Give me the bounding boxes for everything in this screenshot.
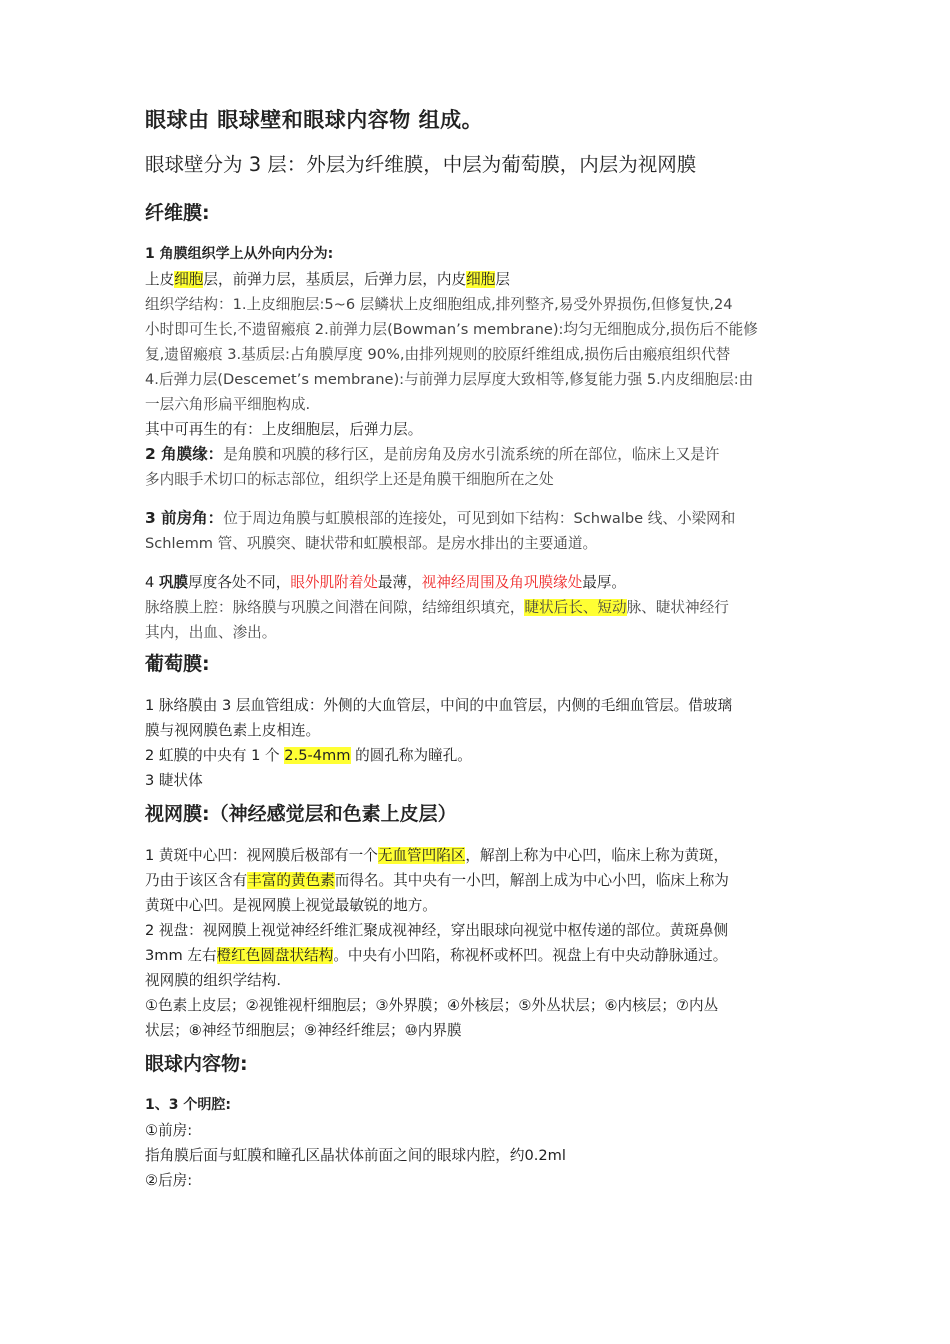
limbus-line — [145, 442, 825, 467]
disc-text: 3mm 左右 — [145, 947, 217, 964]
sclera-text: 最厚。 — [582, 574, 627, 591]
suprachoroid-line: 其内，出血、渗出。 — [145, 624, 277, 641]
disc-line — [145, 943, 825, 968]
disc-text: 。中央有小凹陷，称视杯或杯凹。视盘上有中央动静脉通过。 — [333, 947, 728, 964]
contents-section — [145, 1093, 825, 1193]
histology-line: 一层六角形扁平细胞构成. — [145, 396, 311, 413]
suprachoroid-text: 脉、睫状神经行 — [626, 599, 729, 616]
chambers-title: 1、3 个明腔: — [145, 1097, 231, 1113]
anterior-chamber-label: ①前房: — [145, 1122, 193, 1139]
retina-heading: 视网膜:（神经感觉层和色素上皮层） — [145, 803, 457, 825]
uvea-heading: 葡萄膜: — [145, 653, 210, 675]
macula-text: 1 黄斑中心凹：视网膜后极部有一个 — [145, 847, 378, 864]
histology-line: 小时即可生长,不遗留瘢痕 2.前弹力层(Bowman’s membrane):均匀无细胞成分,损伤后不能修 — [145, 321, 758, 338]
highlight-optic-disc: 橙红色圆盘状结构 — [216, 947, 334, 964]
iris-text: 的圆孔称为瞳孔。 — [350, 747, 472, 764]
cornea-layers-text: 上皮 — [145, 271, 175, 288]
cornea-heading: 1 角膜组织学上从外向内分为: — [145, 246, 334, 262]
anterior-chamber-desc: 指角膜后面与虹膜和瞳孔区晶状体前面之间的眼球内腔，约0.2ml — [145, 1147, 566, 1164]
highlight-yellow-pigment: 丰富的黄色素 — [247, 872, 335, 889]
macula-text: ，解剖上称为中心凹，临床上称为黄斑， — [465, 847, 729, 864]
highlight-pupil-size: 2.5-4mm — [284, 747, 351, 764]
highlight-cell-2: 细胞 — [466, 271, 496, 288]
sclera-line — [145, 570, 825, 595]
disc-line: 2 视盘：视网膜上视觉神经纤维汇聚成视神经，穿出眼球向视觉中枢传递的部位。黄斑鼻侧 — [145, 922, 729, 939]
choroid-line: 膜与视网膜色素上皮相连。 — [145, 722, 321, 739]
limbus-label: 2 角膜缘： — [145, 445, 224, 463]
macula-text: 乃由于该区含有 — [145, 872, 248, 889]
regenerate-note: 其中可再生的有：上皮细胞层，后弹力层。 — [145, 421, 423, 438]
sclera-label: 巩膜 — [158, 574, 189, 591]
uvea-section — [145, 693, 825, 793]
retina-layers-line: ①色素上皮层；②视锥视杆细胞层；③外界膜；④外核层；⑤外丛状层；⑥内核层；⑦内丛 — [145, 997, 719, 1014]
retina-structure-title: 视网膜的组织学结构. — [145, 972, 281, 989]
histology-line: 组织学结构：1.上皮细胞层:5~6 层鳞状上皮细胞组成,排列整齐,易受外界损伤,但修复快,24 — [145, 296, 733, 313]
histology-line: 复,遗留瘢痕 3.基质层:占角膜厚度 90%,由排列规则的胶原纤维组成,损伤后由瘢痕组织代替 — [145, 346, 731, 363]
fiber-section — [145, 242, 825, 492]
macula-text: 而得名。其中央有一小凹，解剖上成为中心小凹，临床上称为 — [334, 872, 729, 889]
contents-heading: 眼球内容物: — [145, 1053, 248, 1075]
iris-text: 2 虹膜的中央有 1 个 — [145, 747, 285, 764]
angle-line: Schlemm 管、巩膜突、睫状带和虹膜根部。是房水排出的主要通道。 — [145, 535, 598, 552]
ciliary-line: 3 睫状体 — [145, 772, 203, 789]
angle-line — [145, 506, 825, 531]
limbus-text: 是角膜和巩膜的移行区，是前房角及房水引流系统的所在部位，临床上又是许 — [223, 446, 720, 463]
histology-line: 4.后弹力层(Descemet’s membrane):与前弹力层厚度大致相等,修复能力强 5.内皮细胞层:由 — [145, 371, 754, 388]
suprachoroid-line — [145, 595, 825, 620]
macula-line: 黄斑中心凹。是视网膜上视觉最敏锐的地方。 — [145, 897, 437, 914]
sclera-text: 厚度各处不同， — [188, 574, 291, 591]
retina-section — [145, 843, 825, 1043]
macula-line — [145, 868, 825, 893]
sclera-text: 最薄， — [377, 574, 422, 591]
sclera-number: 4 — [145, 574, 159, 591]
posterior-chamber-label: ②后房: — [145, 1172, 193, 1189]
page-subtitle: 眼球壁分为 3 层：外层为纤维膜，中层为葡萄膜，内层为视网膜 — [145, 153, 697, 176]
limbus-line: 多内眼手术切口的标志部位，组织学上还是角膜干细胞所在之处 — [145, 471, 554, 488]
suprachoroid-text: 脉络膜上腔：脉络膜与巩膜之间潜在间隙，结缔组织填充， — [145, 599, 525, 616]
sclera-red-text: 眼外肌附着处 — [290, 574, 378, 591]
macula-line — [145, 843, 825, 868]
angle-text: 位于周边角膜与虹膜根部的连接处，可见到如下结构：Schwalbe 线、小梁网和 — [223, 510, 736, 527]
cornea-layers-text: 层，前弹力层，基质层，后弹力层，内皮 — [203, 271, 467, 288]
choroid-line: 1 脉络膜由 3 层血管组成：外侧的大血管层，中间的中血管层，内侧的毛细血管层。借玻璃 — [145, 697, 733, 714]
highlight-ciliary-artery: 睫状后长、短动 — [524, 599, 627, 616]
sclera-red-text: 视神经周围及角巩膜缘处 — [421, 574, 583, 591]
document-page — [145, 100, 825, 1193]
cornea-layers — [145, 267, 825, 292]
page-title: 眼球由 眼球壁和眼球内容物 组成。 — [145, 108, 484, 132]
sclera-section — [145, 570, 825, 645]
iris-line — [145, 743, 825, 768]
retina-layers-line: 状层；⑧神经节细胞层；⑨神经纤维层；⑩内界膜 — [145, 1022, 462, 1039]
cornea-layers-text: 层 — [495, 271, 510, 288]
angle-section — [145, 506, 825, 556]
angle-label: 3 前房角： — [145, 509, 224, 527]
fiber-heading: 纤维膜: — [145, 202, 210, 224]
highlight-cell-1: 细胞 — [174, 271, 204, 288]
highlight-avascular: 无血管凹陷区 — [377, 847, 466, 864]
